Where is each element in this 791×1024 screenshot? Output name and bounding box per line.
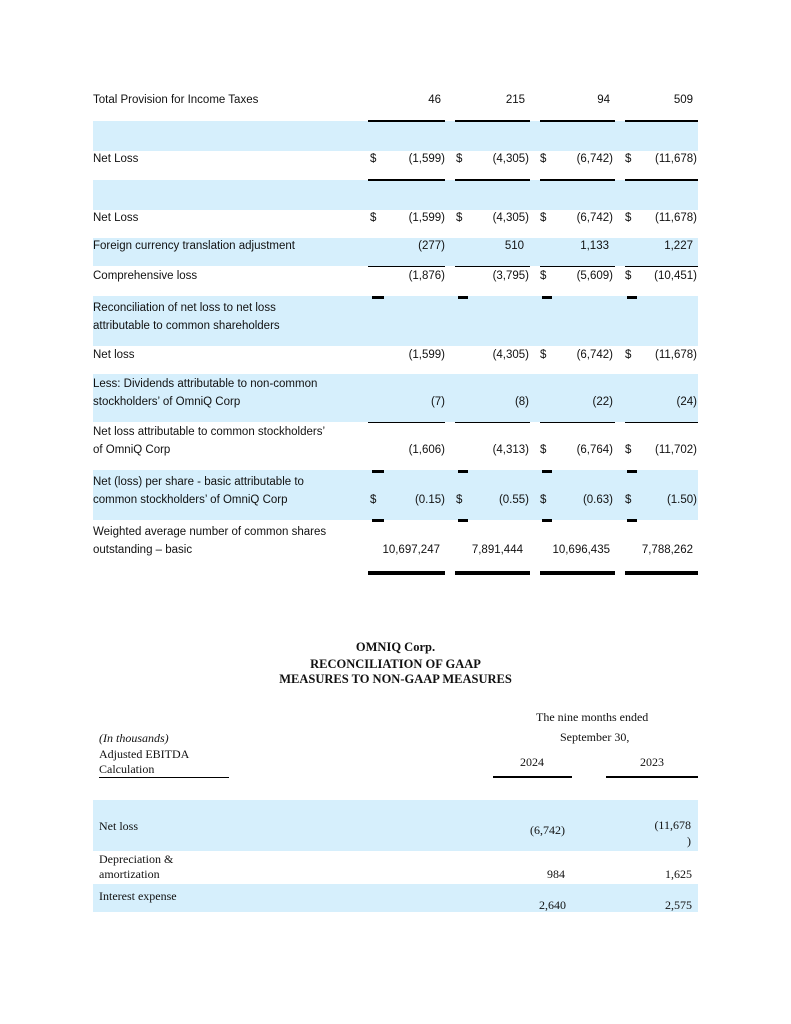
rule [493,776,572,778]
cell: (11,678) [655,212,697,224]
currency: $ [540,212,547,224]
row-band [93,121,698,151]
row-label: common stockholders’ of OmniQ Corp [93,494,288,506]
cell: 7,788,262 [641,544,693,556]
cell: 510 [504,240,524,252]
rule [606,776,698,778]
currency: $ [370,153,377,165]
cell: (4,305) [492,212,529,224]
cell: (277) [418,240,445,252]
cell: 1,133 [580,240,609,252]
cell: (6,764) [576,444,613,456]
cell: (10,451) [654,270,697,282]
currency: $ [625,494,632,506]
currency: $ [540,349,547,361]
row-label: Net loss [99,819,138,833]
row-label: Reconciliation of net loss to net loss [93,302,276,314]
currency: $ [456,494,463,506]
row-label: Interest expense [99,889,177,903]
cell: 10,697,247 [382,544,440,556]
period-header: September 30, [560,730,630,744]
cell: (1,606) [408,444,445,456]
cell: (11,678) [655,349,697,361]
year-header: 2024 [520,755,544,769]
row-label: Depreciation & [99,852,174,866]
cell: ) [687,834,691,848]
cell: (11,678 [654,818,691,832]
row-label: Net (loss) per share - basic attributable to [93,476,304,488]
section-label: Adjusted EBITDA [99,747,190,761]
cell: (22) [592,396,613,408]
cell: (11,702) [655,444,697,456]
cell: (4,305) [492,153,529,165]
cell: (8) [514,396,529,408]
currency: $ [625,349,632,361]
row-label: attributable to common shareholders [93,320,280,332]
cell: 2,640 [539,898,566,912]
currency: $ [540,270,547,282]
row-label: Foreign currency translation adjustment [93,240,295,252]
cell: 1,625 [665,867,692,881]
cell: (6,742) [576,212,613,224]
row-label: Net loss attributable to common stockholders’ [93,426,326,438]
row-label: amortization [99,867,160,881]
currency: $ [540,153,547,165]
cell: (1,599) [408,349,445,361]
section-label: Calculation [99,762,155,776]
cell: (5,609) [576,270,613,282]
currency: $ [625,444,632,456]
currency: $ [456,212,463,224]
row-band [93,180,698,210]
cell: (1,599) [408,153,445,165]
row-label: of OmniQ Corp [93,444,171,456]
currency: $ [625,153,632,165]
row-band [93,800,698,851]
report-title: MEASURES TO NON-GAAP MEASURES [279,672,512,686]
cell: (1,876) [408,270,445,282]
units-note: (In thousands) [99,731,169,745]
cell: 94 [597,94,610,106]
row-label: Net Loss [93,212,139,224]
cell: (1,599) [408,212,445,224]
cell: (11,678) [655,153,697,165]
company-name: OMNIQ Corp. [355,640,436,654]
cell: (0.55) [498,494,529,506]
period-header: The nine months ended [536,710,649,724]
cell: (7) [430,396,445,408]
report-title: RECONCILIATION OF GAAP [310,657,481,671]
cell: (6,742) [576,349,613,361]
cell: 1,227 [664,240,693,252]
cell: 984 [547,867,565,881]
row-label: Total Provision for Income Taxes [93,94,259,106]
cell: (4,313) [492,444,529,456]
cell: (3,795) [492,270,529,282]
cell: 215 [505,94,525,106]
currency: $ [540,444,547,456]
cell: (0.63) [582,494,613,506]
cell: 10,696,435 [552,544,610,556]
currency: $ [456,153,463,165]
year-header: 2023 [640,755,664,769]
row-label: Comprehensive loss [93,270,198,282]
currency: $ [625,270,632,282]
cell: (24) [676,396,697,408]
currency: $ [540,494,547,506]
rule [99,777,229,778]
row-label: Net loss [93,349,135,361]
cell: (1.50) [666,494,697,506]
currency: $ [370,212,377,224]
row-label: Net Loss [93,153,139,165]
cell: (6,742) [576,153,613,165]
row-label: Less: Dividends attributable to non-common [93,378,318,390]
row-label: outstanding – basic [93,544,193,556]
cell: (4,305) [492,349,529,361]
row-band [93,884,698,912]
row-label: Weighted average number of common shares [93,526,327,538]
currency: $ [370,494,377,506]
cell: (6,742) [530,823,565,837]
cell: 46 [428,94,441,106]
currency: $ [625,212,632,224]
row-label: stockholders’ of OmniQ Corp [93,396,241,408]
cell: (0.15) [414,494,445,506]
cell: 2,575 [665,898,692,912]
cell: 509 [673,94,693,106]
cell: 7,891,444 [471,544,523,556]
